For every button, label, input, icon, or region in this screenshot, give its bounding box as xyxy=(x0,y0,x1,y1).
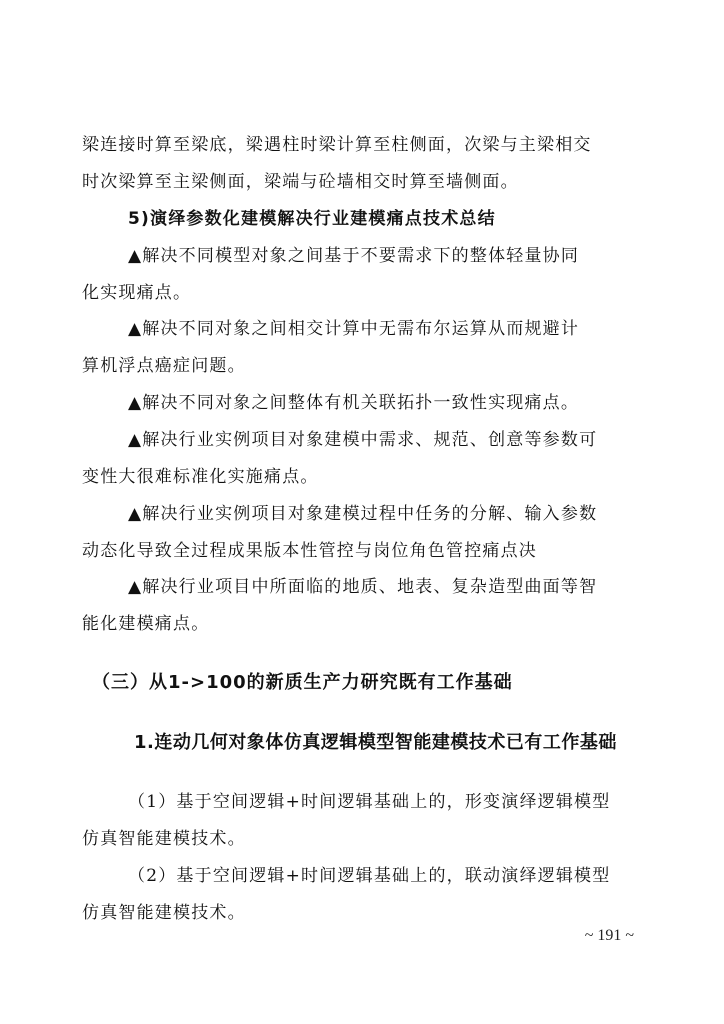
section-heading: （三）从1->100的新质生产力研究既有工作基础 xyxy=(92,672,513,693)
bullet-line: ▲解决行业项目中所面临的地质、地表、复杂造型曲面等智 xyxy=(128,577,598,597)
list-item-line: （1）基于空间逻辑+时间逻辑基础上的，形变演绎逻辑模型 xyxy=(128,792,611,812)
bullet-line: ▲解决行业实例项目对象建模中需求、规范、创意等参数可 xyxy=(128,430,598,450)
bullet-line: 算机浮点癌症问题。 xyxy=(82,356,246,376)
page-number: ~ 191 ~ xyxy=(584,927,634,944)
bullet-line: 动态化导致全过程成果版本性管控与岗位角色管控痛点决 xyxy=(82,541,537,561)
bullet-line: 变性大很难标准化实施痛点。 xyxy=(82,467,319,487)
paragraph-line: 梁连接时算至梁底，梁遇柱时梁计算至柱侧面，次梁与主梁相交 xyxy=(82,135,592,155)
subheading-5: 5)演绎参数化建模解决行业建模痛点技术总结 xyxy=(128,209,496,229)
bullet-line: ▲解决不同对象之间相交计算中无需布尔运算从而规避计 xyxy=(128,319,580,339)
list-item-line: 仿真智能建模技术。 xyxy=(82,903,246,923)
bullet-line: ▲解决不同模型对象之间基于不要需求下的整体轻量协同 xyxy=(128,246,580,266)
list-item-line: 仿真智能建模技术。 xyxy=(82,829,246,849)
paragraph-line: 时次梁算至主梁侧面，梁端与砼墙相交时算至墙侧面。 xyxy=(82,172,519,192)
list-item-line: （2）基于空间逻辑+时间逻辑基础上的，联动演绎逻辑模型 xyxy=(128,866,611,886)
subsection-heading: 1.连动几何对象体仿真逻辑模型智能建模技术已有工作基础 xyxy=(134,732,617,753)
bullet-line: 化实现痛点。 xyxy=(82,283,192,303)
bullet-line: ▲解决不同对象之间整体有机关联拓扑一致性实现痛点。 xyxy=(128,393,580,413)
bullet-line: 能化建模痛点。 xyxy=(82,614,210,634)
bullet-line: ▲解决行业实例项目对象建模过程中任务的分解、输入参数 xyxy=(128,504,598,524)
